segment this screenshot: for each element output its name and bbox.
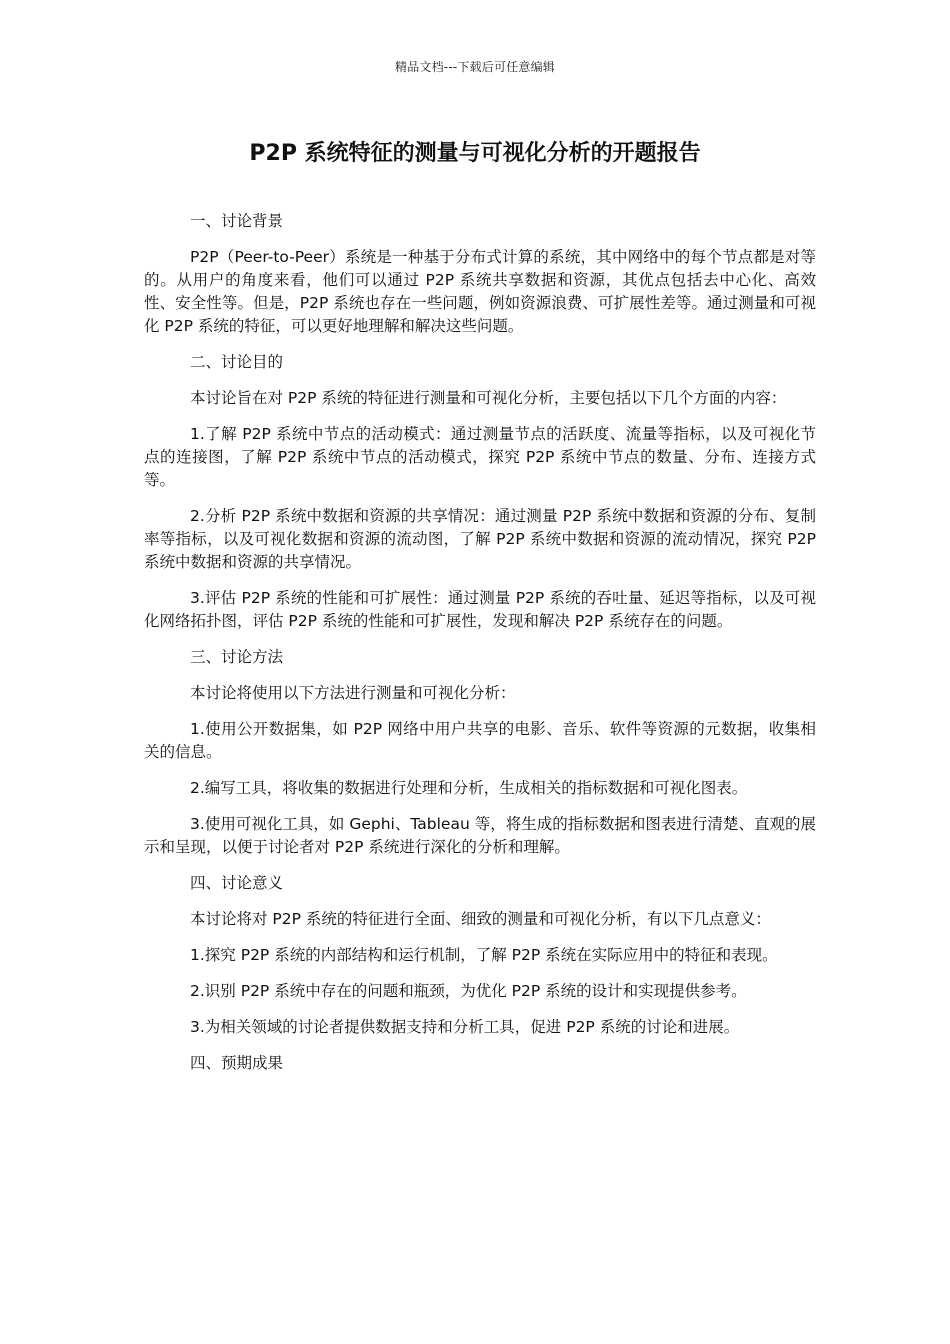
section-heading: 二、讨论目的 [190,353,284,371]
document-title: P2P 系统特征的测量与可视化分析的开题报告 [249,141,701,166]
section-heading: 四、讨论意义 [190,874,284,892]
page-header-watermark: 精品文档---下载后可任意编辑 [395,60,555,74]
body-paragraph: 3.评估 P2P 系统的性能和可扩展性：通过测量 P2P 系统的吞吐量、延迟等指标，以及可视化网络拓扑图，评估 P2P 系统的性能和可扩展性，发现和解决 P2P 系统存在的问题。 [144,589,816,630]
body-paragraph: 本讨论将对 P2P 系统的特征进行全面、细致的测量和可视化分析，有以下几点意义： [190,910,771,928]
body-paragraph: 2.识别 P2P 系统中存在的问题和瓶颈，为优化 P2P 系统的设计和实现提供参考。 [190,982,747,1000]
section-heading: 一、讨论背景 [190,212,284,230]
document-body [144,210,816,1088]
body-paragraph: 3.使用可视化工具，如 Gephi、Tableau 等，将生成的指标数据和图表进行清楚、直观的展示和呈现，以便于讨论者对 P2P 系统进行深化的分析和理解。 [144,815,816,856]
body-paragraph: 本讨论旨在对 P2P 系统的特征进行测量和可视化分析，主要包括以下几个方面的内容： [190,389,787,407]
body-paragraph: 1.了解 P2P 系统中节点的活动模式：通过测量节点的活跃度、流量等指标，以及可视化节点的连接图，了解 P2P 系统中节点的活动模式，探究 P2P 系统中节点的数量、分布、连接方式等。 [144,425,816,489]
body-paragraph: 本讨论将使用以下方法进行测量和可视化分析： [190,684,516,702]
body-paragraph: 1.探究 P2P 系统的内部结构和运行机制，了解 P2P 系统在实际应用中的特征和表现。 [190,946,778,964]
section-heading: 四、预期成果 [190,1054,284,1072]
body-paragraph: 2.编写工具，将收集的数据进行处理和分析，生成相关的指标数据和可视化图表。 [190,779,748,797]
body-paragraph: 3.为相关领域的讨论者提供数据支持和分析工具，促进 P2P 系统的讨论和进展。 [190,1018,740,1036]
body-paragraph: P2P（Peer-to-Peer）系统是一种基于分布式计算的系统，其中网络中的每个节点都是对等的。从用户的角度来看，他们可以通过 P2P 系统共享数据和资源，其优点包括去中心化、高效性、安全性等。但是，P2P 系统也存在一些问题，例如资源浪费、可扩展性差等。通过测量和可视化 P2P 系统的特征，可以更好地理解和解决这些问题。 [144,248,816,335]
section-heading: 三、讨论方法 [190,648,284,666]
body-paragraph: 2.分析 P2P 系统中数据和资源的共享情况：通过测量 P2P 系统中数据和资源的分布、复制率等指标，以及可视化数据和资源的流动图，了解 P2P 系统中数据和资源的流动情况，探究 P2P 系统中数据和资源的共享情况。 [144,507,816,571]
body-paragraph: 1.使用公开数据集，如 P2P 网络中用户共享的电影、音乐、软件等资源的元数据，收集相关的信息。 [144,720,816,761]
